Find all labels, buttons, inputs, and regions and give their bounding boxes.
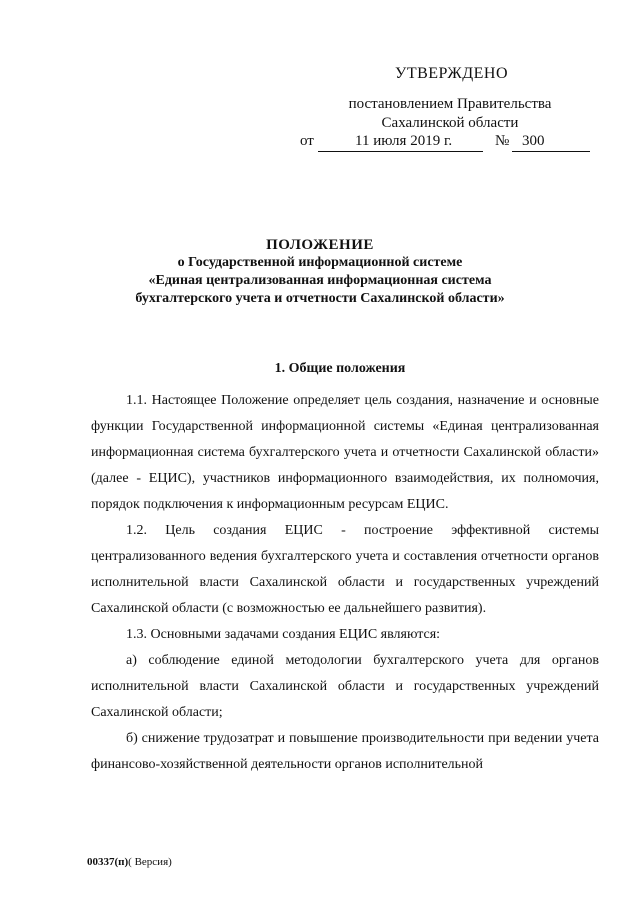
paragraph: 1.2. Цель создания ЕЦИС - построение эффективной системы централизованного ведения бухгалтерского учета и составления отчетности органов исполнительной власти Сахалинской области и государственных учреждений Сахалинской области (с возможностью ее дальнейшего развития). <box>91 523 599 616</box>
paragraph: б) снижение трудозатрат и повышение производительности при ведении учета финансово-хозяйственной деятельности органов исполнительной <box>91 731 599 772</box>
document-title-line-1: о Государственной информационной системе <box>177 255 463 270</box>
section-heading: 1. Общие положения <box>274 361 406 376</box>
paragraph: а) соблюдение единой методологии бухгалтерского учета для органов исполнительной власти Сахалинской области и государственных учреждений Сахалинской области; <box>91 653 599 720</box>
approval-date: 11 июля 2019 г. <box>355 133 453 149</box>
approved-by-line-2: Сахалинской области <box>381 115 519 131</box>
document-version: ( Версия) <box>128 856 172 868</box>
footer-code <box>87 856 172 868</box>
approval-number: 300 <box>522 133 545 149</box>
date-number-line <box>290 132 610 152</box>
section-body <box>91 388 599 778</box>
document-title-line-2: «Единая централизованная информационная система <box>148 273 492 288</box>
document-title-main: ПОЛОЖЕНИЕ <box>266 237 374 253</box>
number-label: № <box>495 133 510 149</box>
document-code: 00337(п) <box>87 856 129 868</box>
approved-by-line-1: постановлением Правительства <box>348 96 552 112</box>
approved-title: УТВЕРЖДЕНО <box>395 65 509 82</box>
paragraph: 1.3. Основными задачами создания ЕЦИС являются: <box>126 627 441 642</box>
document-title-line-3: бухгалтерского учета и отчетности Сахалинской области» <box>135 291 505 306</box>
paragraph: 1.1. Настоящее Положение определяет цель создания, назначение и основные функции Государственной информационной системы «Единая централизованная информационная система бухгалтерского учета и отчетности Сахалинской области» (далее - ЕЦИС), участников информационного взаимодействия, их полномочия, порядок подключения к информационным ресурсам ЕЦИС. <box>91 393 599 512</box>
approved-by <box>345 95 555 133</box>
document-title <box>60 236 580 308</box>
date-label: от <box>300 133 314 149</box>
